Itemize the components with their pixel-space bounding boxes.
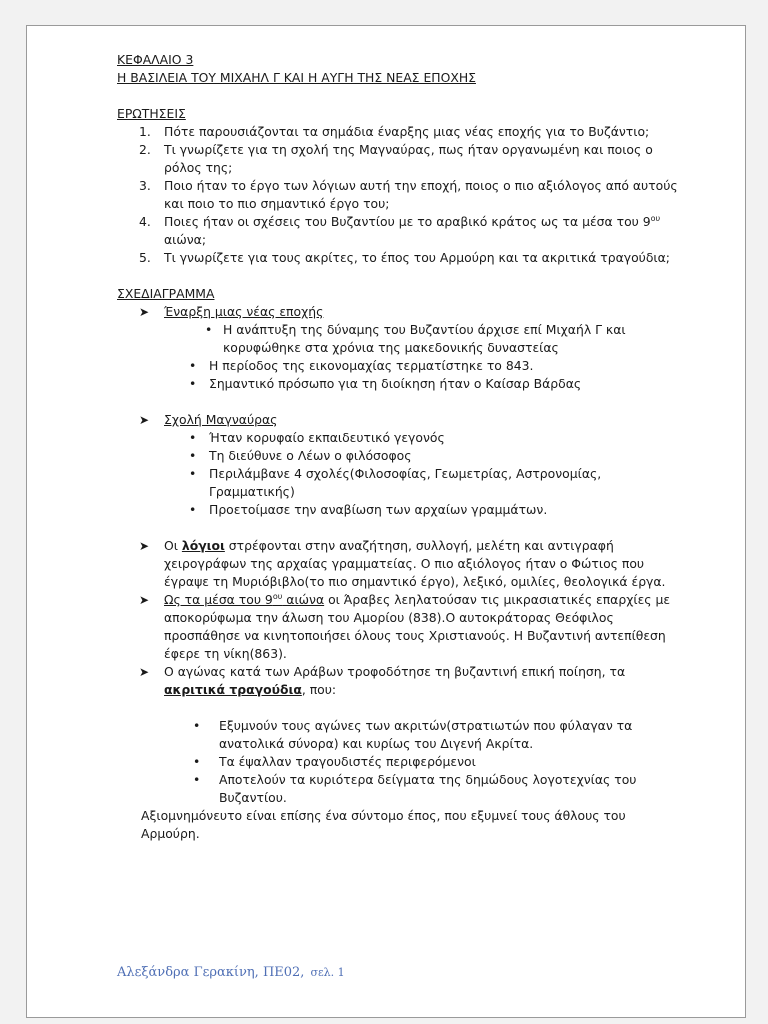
paragraph-text: οι Άραβες λεηλατούσαν τις μικρασιατικές επαρχίες με αποκορύφωμα την άλωση του Αμορίου (838).Ο αυτοκράτορας Θεόφιλος προσπάθησε να κινητοποιήσει όλους τους Χριστιανούς. Η Βυζαντινή αντεπίθεση έφερε τη νίκη(863). bbox=[164, 592, 671, 661]
question-text: Τι γνωρίζετε για τους ακρίτες, το έπος του Αρμούρη και τα ακριτικά τραγούδια; bbox=[164, 250, 670, 265]
question-text-end: αιώνα; bbox=[164, 232, 206, 247]
chapter-label: ΚΕΦΑΛΑΙΟ 3 bbox=[117, 52, 194, 67]
paragraph-text-end: , που: bbox=[301, 682, 337, 697]
question-item bbox=[117, 177, 685, 213]
list-item-text: Περιλάμβανε 4 σχολές(Φιλοσοφίας, Γεωμετρίας, Αστρονομίας, Γραμματικής) bbox=[209, 466, 602, 499]
questions-heading: ΕΡΩΤΗΣΕΙΣ bbox=[117, 106, 186, 121]
list-item bbox=[117, 753, 685, 771]
list-item bbox=[117, 375, 685, 393]
document-page bbox=[26, 25, 746, 1018]
document-body bbox=[117, 51, 685, 843]
round-bullet-icon: • bbox=[205, 322, 213, 337]
arrowhead-bullet-icon: ➤ bbox=[139, 413, 150, 427]
list-item bbox=[117, 357, 685, 375]
outline-section-akritic bbox=[117, 663, 685, 699]
outline-section-new-era bbox=[117, 303, 685, 321]
arrowhead-bullet-icon: ➤ bbox=[139, 593, 150, 607]
list-item bbox=[117, 321, 685, 357]
footer-page-number: σελ. 1 bbox=[310, 966, 345, 979]
question-number: 1. bbox=[139, 124, 151, 139]
ordinal-superscript: ου bbox=[272, 591, 283, 601]
page-footer bbox=[117, 964, 345, 982]
closing-paragraph bbox=[117, 807, 685, 843]
paragraph-text: στρέφονται στην αναζήτηση, συλλογή, μελέτη και αντιγραφή χειρογράφων της αρχαίας γραμματείας. Ο πιο αξιόλογος ήταν ο Φώτιος που έγραψε τη Μυριόβιβλο(το πιο σημαντικό έργο), λεξικό, ομιλίες, θεολογικά έργα. bbox=[164, 538, 666, 589]
arrowhead-bullet-icon: ➤ bbox=[139, 305, 150, 319]
outline-section-scholars bbox=[117, 537, 685, 591]
key-term-text: Ως τα μέσα του 9 bbox=[164, 592, 273, 607]
list-item bbox=[117, 501, 685, 519]
section-title: Έναρξη μιας νέας εποχής bbox=[164, 304, 324, 319]
round-bullet-icon: • bbox=[193, 754, 201, 769]
list-item-text: Τη διεύθυνε ο Λέων ο φιλόσοφος bbox=[209, 448, 412, 463]
list-item bbox=[117, 429, 685, 447]
round-bullet-icon: • bbox=[189, 430, 197, 445]
outline-heading: ΣΧΕΔΙΑΓΡΑΜΜΑ bbox=[117, 286, 215, 301]
ordinal-superscript: ου bbox=[650, 213, 661, 223]
question-item bbox=[117, 123, 685, 141]
round-bullet-icon: • bbox=[193, 772, 201, 787]
closing-text: Αξιομνημόνευτο είναι επίσης ένα σύντομο έπος, που εξυμνεί τους άθλους του Αρμούρη. bbox=[141, 808, 626, 841]
question-text: Ποιο ήταν το έργο των λόγιων αυτή την εποχή, ποιος ο πιο αξιόλογος από αυτούς και ποιο το πιο σημαντικό έργο του; bbox=[164, 178, 678, 211]
list-item-text: Εξυμνούν τους αγώνες των ακριτών(στρατιωτών που φύλαγαν τα ανατολικά σύνορα) και κυρίως του Διγενή Ακρίτα. bbox=[219, 718, 633, 751]
question-number: 5. bbox=[139, 250, 151, 265]
key-term: ακριτικά τραγούδια bbox=[164, 682, 302, 697]
question-text: Πότε παρουσιάζονται τα σημάδια έναρξης μιας νέας εποχής για το Βυζάντιο; bbox=[164, 124, 650, 139]
question-item bbox=[117, 141, 685, 177]
list-item bbox=[117, 447, 685, 465]
arrowhead-bullet-icon: ➤ bbox=[139, 539, 150, 553]
key-term: λόγιοι bbox=[181, 538, 225, 553]
key-term bbox=[164, 592, 324, 607]
list-item-text: Τα έψαλλαν τραγουδιστές περιφερόμενοι bbox=[219, 754, 476, 769]
section-title: Σχολή Μαγναύρας bbox=[164, 412, 278, 427]
question-text: Ποιες ήταν οι σχέσεις του Βυζαντίου με το αραβικό κράτος ως τα μέσα του 9 bbox=[164, 214, 651, 229]
footer-author: Αλεξάνδρα Γερακίνη, ΠΕ02, bbox=[117, 965, 305, 980]
paragraph-text: Ο αγώνας κατά των Αράβων τροφοδότησε τη βυζαντινή επική ποίηση, τα bbox=[164, 664, 626, 679]
list-item-text: Ήταν κορυφαίο εκπαιδευτικό γεγονός bbox=[209, 430, 445, 445]
list-item bbox=[117, 717, 685, 753]
list-item-text: Αποτελούν τα κυριότερα δείγματα της δημώδους λογοτεχνίας του Βυζαντίου. bbox=[219, 772, 637, 805]
round-bullet-icon: • bbox=[189, 358, 197, 373]
question-number: 2. bbox=[139, 142, 151, 157]
question-text: Τι γνωρίζετε για τη σχολή της Μαγναύρας, πως ήταν οργανωμένη και ποιος ο ρόλος της; bbox=[164, 142, 653, 175]
list-item bbox=[117, 465, 685, 501]
question-item bbox=[117, 213, 685, 249]
question-number: 4. bbox=[139, 214, 151, 229]
questions-list bbox=[117, 123, 685, 267]
paragraph-text: Οι bbox=[164, 538, 182, 553]
list-item-text: Σημαντικό πρόσωπο για τη διοίκηση ήταν ο Καίσαρ Βάρδας bbox=[209, 376, 582, 391]
list-item-text: Προετοίμασε την αναβίωση των αρχαίων γραμμάτων. bbox=[209, 502, 548, 517]
outline-section-magnaura bbox=[117, 411, 685, 429]
question-item bbox=[117, 249, 685, 267]
key-term-text-end: αιώνα bbox=[282, 592, 325, 607]
question-number: 3. bbox=[139, 178, 151, 193]
round-bullet-icon: • bbox=[189, 448, 197, 463]
round-bullet-icon: • bbox=[189, 466, 197, 481]
round-bullet-icon: • bbox=[189, 502, 197, 517]
document-title: Η ΒΑΣΙΛΕΙΑ ΤΟΥ ΜΙΧΑΗΛ Γ ΚΑΙ Η ΑΥΓΗ ΤΗΣ ΝΕΑΣ ΕΠΟΧΗΣ bbox=[117, 70, 476, 85]
list-item-text: Η ανάπτυξη της δύναμης του Βυζαντίου άρχισε επί Μιχαήλ Γ και κορυφώθηκε στα χρόνια της μακεδονικής δυναστείας bbox=[223, 322, 626, 355]
outline-section-arabs bbox=[117, 591, 685, 663]
list-item-text: Η περίοδος της εικονομαχίας τερματίστηκε το 843. bbox=[209, 358, 534, 373]
round-bullet-icon: • bbox=[189, 376, 197, 391]
arrowhead-bullet-icon: ➤ bbox=[139, 665, 150, 679]
list-item bbox=[117, 771, 685, 807]
round-bullet-icon: • bbox=[193, 718, 201, 733]
